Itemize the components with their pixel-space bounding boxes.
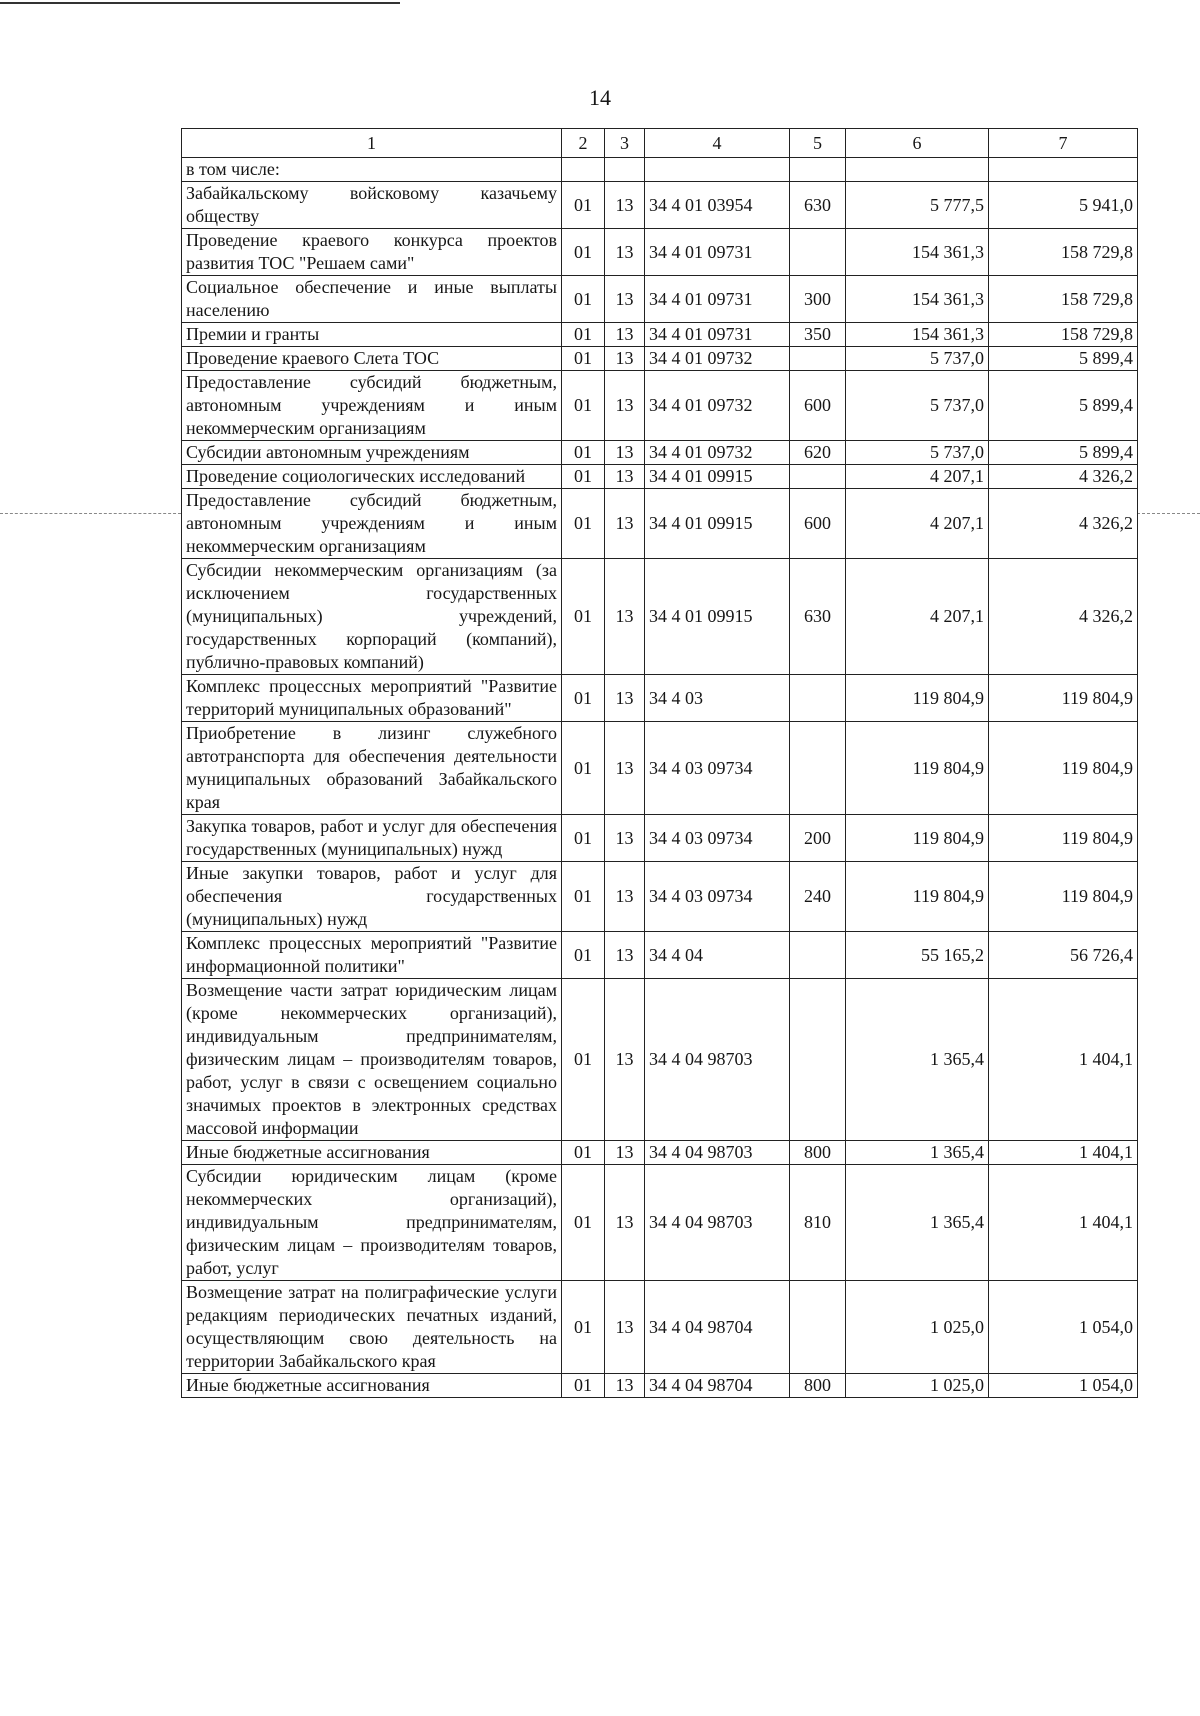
row-name-cell: Возмещение части затрат юридическим лицам (кроме некоммерческих организаций), индивидуальным предпринимателям, физическим лицам – производителям товаров, работ, услуг в связи с освещением социально значимых проектов в электронных средствах массовой информации [182,979,562,1141]
amount-year2-cell: 1 054,0 [989,1374,1138,1398]
amount-year1-cell: 1 025,0 [846,1374,989,1398]
target-article-cell: 34 4 03 09734 [645,722,790,815]
section-code-cell: 01 [562,1141,605,1165]
target-article-cell: 34 4 04 [645,932,790,979]
expense-type-cell [790,229,846,276]
section-code-cell: 01 [562,979,605,1141]
target-article-cell: 34 4 03 [645,675,790,722]
expense-type-cell: 630 [790,182,846,229]
target-article-cell: 34 4 01 09732 [645,347,790,371]
target-article-cell: 34 4 04 98703 [645,1141,790,1165]
target-article-cell: 34 4 04 98703 [645,979,790,1141]
table-row [182,1281,1138,1374]
amount-year1-cell: 5 777,5 [846,182,989,229]
section-code-cell [562,158,605,182]
subsection-code-cell: 13 [605,1374,645,1398]
table-row [182,862,1138,932]
expense-type-cell: 600 [790,371,846,441]
target-article-cell: 34 4 01 09731 [645,276,790,323]
target-article-cell: 34 4 01 09731 [645,229,790,276]
section-code-cell: 01 [562,371,605,441]
amount-year1-cell: 154 361,3 [846,323,989,347]
target-article-cell: 34 4 01 09915 [645,465,790,489]
expense-type-cell [790,1281,846,1374]
budget-table [181,128,1138,1398]
target-article-cell: 34 4 01 09731 [645,323,790,347]
section-code-cell: 01 [562,465,605,489]
amount-year1-cell: 4 207,1 [846,489,989,559]
subsection-code-cell: 13 [605,489,645,559]
amount-year2-cell: 119 804,9 [989,862,1138,932]
expense-type-cell [790,347,846,371]
target-article-cell [645,158,790,182]
column-header: 2 [562,129,605,158]
amount-year1-cell: 1 025,0 [846,1281,989,1374]
expense-type-cell: 600 [790,489,846,559]
target-article-cell: 34 4 01 09915 [645,559,790,675]
amount-year2-cell: 119 804,9 [989,722,1138,815]
expense-type-cell: 240 [790,862,846,932]
table-row [182,441,1138,465]
scan-artifact-line [0,2,400,4]
amount-year1-cell: 55 165,2 [846,932,989,979]
amount-year1-cell [846,158,989,182]
amount-year2-cell: 158 729,8 [989,323,1138,347]
row-name-cell: Иные бюджетные ассигнования [182,1141,562,1165]
table-row [182,229,1138,276]
row-name-cell: Комплекс процессных мероприятий "Развитие информационной политики" [182,932,562,979]
section-code-cell: 01 [562,1374,605,1398]
amount-year2-cell: 4 326,2 [989,489,1138,559]
amount-year1-cell: 5 737,0 [846,441,989,465]
amount-year1-cell: 1 365,4 [846,1141,989,1165]
amount-year2-cell: 119 804,9 [989,675,1138,722]
amount-year2-cell: 119 804,9 [989,815,1138,862]
table-row [182,675,1138,722]
target-article-cell: 34 4 03 09734 [645,815,790,862]
row-name-cell: Проведение краевого Слета ТОС [182,347,562,371]
row-name-cell: Забайкальскому войсковому казачьему обществу [182,182,562,229]
subsection-code-cell [605,158,645,182]
section-code-cell: 01 [562,1165,605,1281]
table-row [182,489,1138,559]
target-article-cell: 34 4 04 98704 [645,1281,790,1374]
section-code-cell: 01 [562,932,605,979]
expense-type-cell [790,722,846,815]
expense-type-cell: 300 [790,276,846,323]
expense-type-cell: 800 [790,1141,846,1165]
table-row [182,559,1138,675]
subsection-code-cell: 13 [605,465,645,489]
amount-year1-cell: 1 365,4 [846,1165,989,1281]
table-row [182,1165,1138,1281]
subsection-code-cell: 13 [605,559,645,675]
amount-year2-cell: 1 404,1 [989,1165,1138,1281]
amount-year2-cell: 5 899,4 [989,347,1138,371]
amount-year1-cell: 119 804,9 [846,722,989,815]
column-header: 7 [989,129,1138,158]
subsection-code-cell: 13 [605,1165,645,1281]
amount-year1-cell: 119 804,9 [846,675,989,722]
section-code-cell: 01 [562,862,605,932]
row-name-cell: Комплекс процессных мероприятий "Развитие территорий муниципальных образований" [182,675,562,722]
page-number: 14 [589,85,611,110]
row-name-cell: Возмещение затрат на полиграфические услуги редакциям периодических печатных изданий, осуществляющим свою деятельность на территории Забайкальского края [182,1281,562,1374]
target-article-cell: 34 4 01 09732 [645,441,790,465]
amount-year2-cell: 4 326,2 [989,465,1138,489]
table-row [182,182,1138,229]
expense-type-cell: 620 [790,441,846,465]
target-article-cell: 34 4 01 03954 [645,182,790,229]
amount-year1-cell: 5 737,0 [846,371,989,441]
section-code-cell: 01 [562,182,605,229]
table-row [182,158,1138,182]
subsection-code-cell: 13 [605,347,645,371]
amount-year2-cell: 4 326,2 [989,559,1138,675]
section-code-cell: 01 [562,675,605,722]
expense-type-cell: 350 [790,323,846,347]
row-name-cell: Проведение социологических исследований [182,465,562,489]
row-name-cell: Приобретение в лизинг служебного автотранспорта для обеспечения деятельности муниципальных образований Забайкальского края [182,722,562,815]
subsection-code-cell: 13 [605,441,645,465]
row-name-cell: Премии и гранты [182,323,562,347]
row-name-cell: Иные бюджетные ассигнования [182,1374,562,1398]
row-name-cell: Предоставление субсидий бюджетным, автономным учреждениям и иным некоммерческим организациям [182,489,562,559]
amount-year2-cell [989,158,1138,182]
amount-year2-cell: 158 729,8 [989,229,1138,276]
expense-type-cell: 810 [790,1165,846,1281]
target-article-cell: 34 4 03 09734 [645,862,790,932]
table-body [182,129,1138,1398]
subsection-code-cell: 13 [605,1141,645,1165]
row-name-cell: Закупка товаров, работ и услуг для обеспечения государственных (муниципальных) нужд [182,815,562,862]
amount-year2-cell: 5 899,4 [989,371,1138,441]
expense-type-cell: 800 [790,1374,846,1398]
expense-type-cell [790,675,846,722]
section-code-cell: 01 [562,276,605,323]
table-row [182,465,1138,489]
amount-year1-cell: 5 737,0 [846,347,989,371]
row-name-cell: Субсидии автономным учреждениям [182,441,562,465]
target-article-cell: 34 4 01 09732 [645,371,790,441]
column-header: 6 [846,129,989,158]
table-row [182,932,1138,979]
subsection-code-cell: 13 [605,862,645,932]
table-row [182,347,1138,371]
table-row [182,323,1138,347]
amount-year1-cell: 4 207,1 [846,465,989,489]
amount-year2-cell: 158 729,8 [989,276,1138,323]
row-name-cell: Субсидии юридическим лицам (кроме некоммерческих организаций), индивидуальным предпринимателям, физическим лицам – производителям товаров, работ, услуг [182,1165,562,1281]
amount-year2-cell: 1 404,1 [989,979,1138,1141]
subsection-code-cell: 13 [605,182,645,229]
subsection-code-cell: 13 [605,371,645,441]
amount-year2-cell: 5 941,0 [989,182,1138,229]
row-name-cell: Проведение краевого конкурса проектов развития ТОС "Решаем сами" [182,229,562,276]
amount-year1-cell: 119 804,9 [846,815,989,862]
target-article-cell: 34 4 01 09915 [645,489,790,559]
table-row [182,722,1138,815]
subsection-code-cell: 13 [605,932,645,979]
scan-artifact-line [0,513,181,514]
amount-year1-cell: 119 804,9 [846,862,989,932]
subsection-code-cell: 13 [605,1281,645,1374]
column-header: 1 [182,129,562,158]
table-header-row [182,129,1138,158]
row-name-cell: Иные закупки товаров, работ и услуг для обеспечения государственных (муниципальных) нужд [182,862,562,932]
table-row [182,815,1138,862]
subsection-code-cell: 13 [605,722,645,815]
expense-type-cell [790,932,846,979]
amount-year2-cell: 56 726,4 [989,932,1138,979]
row-name-cell: в том числе: [182,158,562,182]
section-code-cell: 01 [562,229,605,276]
target-article-cell: 34 4 04 98704 [645,1374,790,1398]
amount-year1-cell: 4 207,1 [846,559,989,675]
section-code-cell: 01 [562,815,605,862]
column-header: 3 [605,129,645,158]
subsection-code-cell: 13 [605,323,645,347]
expense-type-cell [790,158,846,182]
row-name-cell: Субсидии некоммерческим организациям (за исключением государственных (муниципальных) учреждений, государственных корпораций (компаний), публично-правовых компаний) [182,559,562,675]
subsection-code-cell: 13 [605,815,645,862]
target-article-cell: 34 4 04 98703 [645,1165,790,1281]
subsection-code-cell: 13 [605,229,645,276]
table-row [182,371,1138,441]
section-code-cell: 01 [562,1281,605,1374]
section-code-cell: 01 [562,559,605,675]
expense-type-cell: 630 [790,559,846,675]
section-code-cell: 01 [562,489,605,559]
scan-artifact-line [1137,513,1200,514]
amount-year1-cell: 1 365,4 [846,979,989,1141]
section-code-cell: 01 [562,347,605,371]
amount-year1-cell: 154 361,3 [846,276,989,323]
subsection-code-cell: 13 [605,979,645,1141]
amount-year1-cell: 154 361,3 [846,229,989,276]
section-code-cell: 01 [562,441,605,465]
amount-year2-cell: 1 404,1 [989,1141,1138,1165]
section-code-cell: 01 [562,722,605,815]
subsection-code-cell: 13 [605,675,645,722]
expense-type-cell [790,979,846,1141]
table-row [182,1141,1138,1165]
amount-year2-cell: 1 054,0 [989,1281,1138,1374]
table-row [182,979,1138,1141]
expense-type-cell: 200 [790,815,846,862]
table-row [182,1374,1138,1398]
section-code-cell: 01 [562,323,605,347]
row-name-cell: Предоставление субсидий бюджетным, автономным учреждениям и иным некоммерческим организациям [182,371,562,441]
table-row [182,276,1138,323]
column-header: 4 [645,129,790,158]
expense-type-cell [790,465,846,489]
amount-year2-cell: 5 899,4 [989,441,1138,465]
column-header: 5 [790,129,846,158]
subsection-code-cell: 13 [605,276,645,323]
row-name-cell: Социальное обеспечение и иные выплаты населению [182,276,562,323]
